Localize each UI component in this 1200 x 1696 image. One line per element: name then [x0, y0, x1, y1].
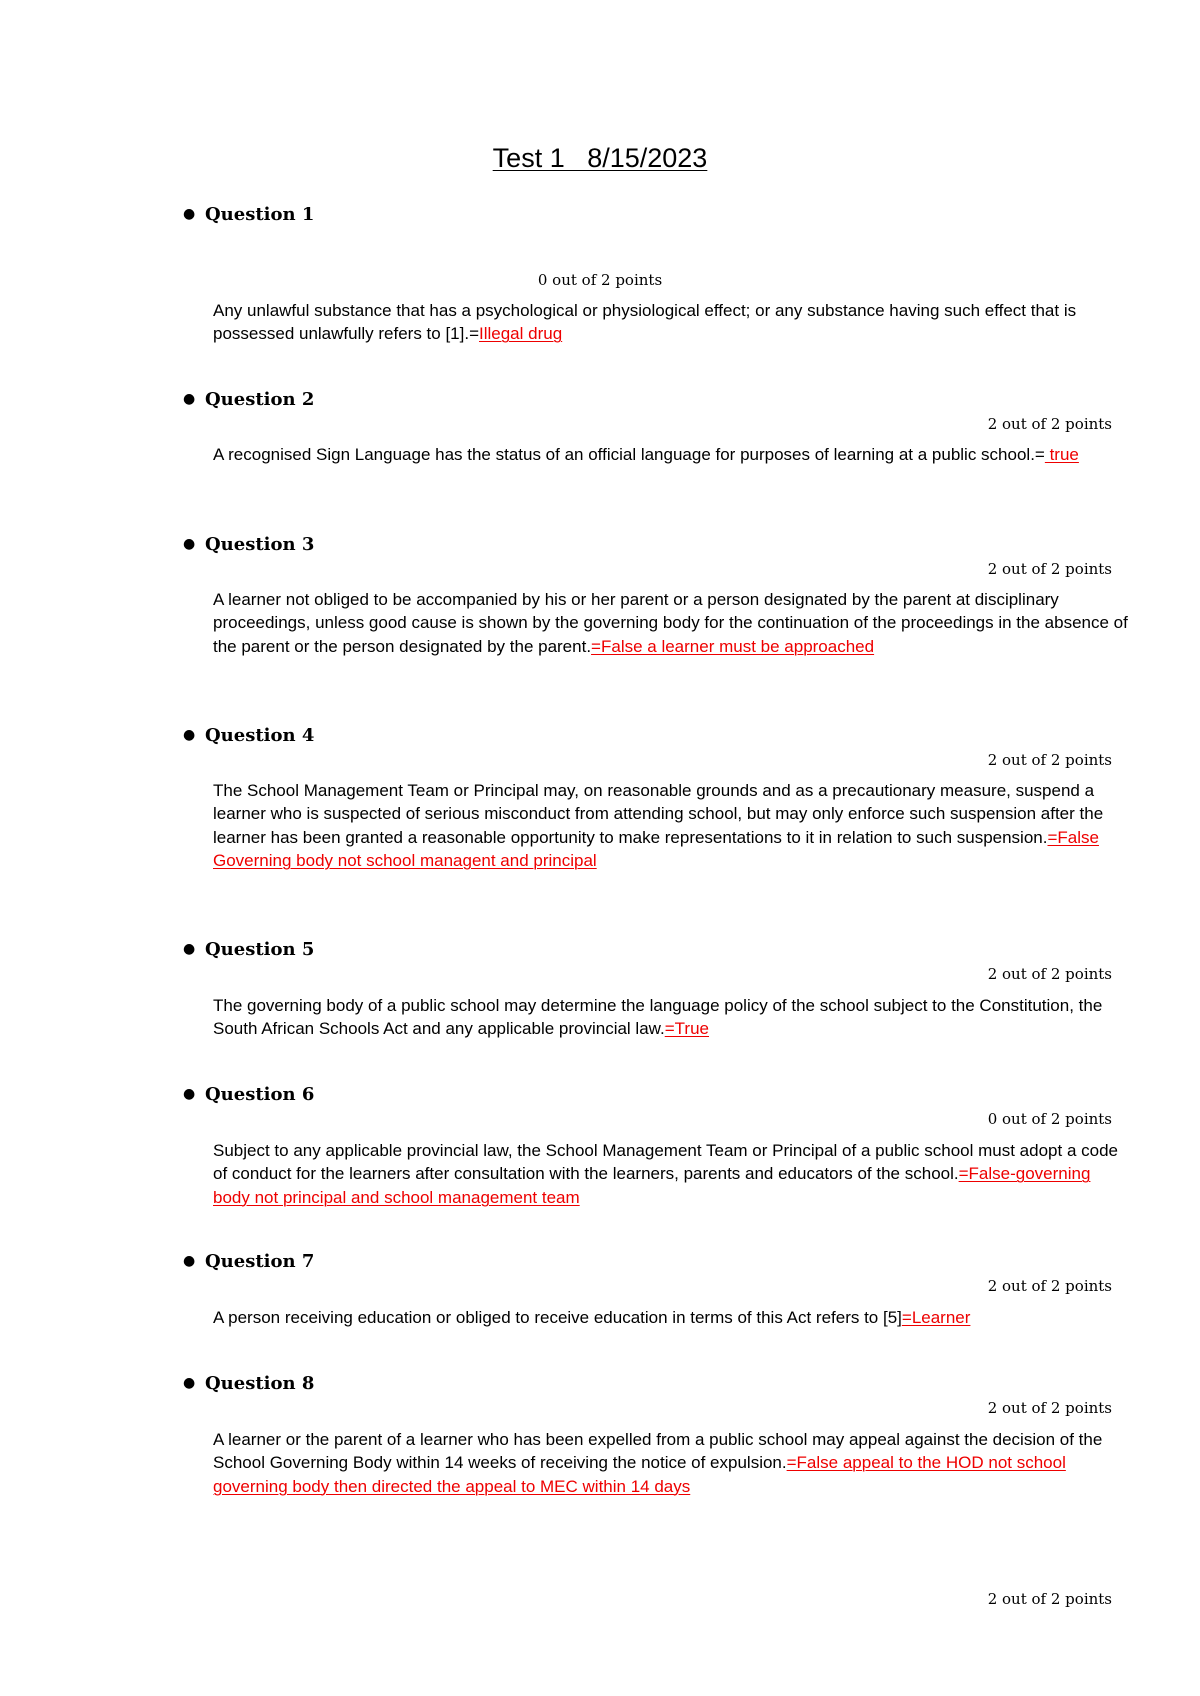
- question-heading-label: Question 8: [205, 1373, 315, 1394]
- page-title-text: Test 1 8/15/2023: [492, 143, 708, 173]
- question-body: Subject to any applicable provincial law, the School Management Team or Principal of a public school must adopt a code of conduct for the learners after consultation with the learners, parents and educators of the school.: [213, 1141, 1118, 1184]
- answer-text: =False-governing body not principal and school management team: [213, 1164, 1091, 1207]
- bullet-icon: ●: [183, 536, 196, 552]
- question-heading: [183, 723, 314, 748]
- page-title: [0, 141, 1200, 175]
- question-heading-label: Question 2: [205, 389, 315, 410]
- question-text: [213, 299, 1128, 346]
- answer-text: Illegal drug: [479, 324, 563, 344]
- question-heading-label: Question 4: [205, 725, 315, 746]
- question-text: [213, 994, 1128, 1041]
- question-score: 2 out of 2 points: [987, 1399, 1112, 1417]
- question-body: The governing body of a public school may determine the language policy of the school subject to the Constitution, the South African Schools Act and any applicable provincial law.: [213, 996, 1103, 1039]
- question-heading: [183, 1371, 314, 1396]
- question-body: Any unlawful substance that has a psychological or physiological effect; or any substance having such effect that is possessed unlawfully refers to [1].=: [213, 301, 1077, 344]
- bullet-icon: ●: [183, 727, 196, 743]
- question-text: [213, 588, 1128, 658]
- question-score: 2 out of 2 points: [987, 415, 1112, 433]
- question-body: A person receiving education or obliged to receive education in terms of this Act refers to [5]: [213, 1308, 902, 1327]
- trailing-score: 2 out of 2 points: [987, 1590, 1112, 1608]
- question-heading-label: Question 6: [205, 1084, 315, 1105]
- answer-text: =False Governing body not school managent and principal: [213, 827, 1099, 870]
- answer-text: true: [1044, 445, 1079, 464]
- question-heading: [183, 1082, 314, 1107]
- question-score: 2 out of 2 points: [987, 1277, 1112, 1295]
- bullet-icon: ●: [183, 391, 196, 407]
- bullet-icon: ●: [183, 941, 196, 957]
- bullet-icon: ●: [183, 1086, 196, 1102]
- question-score: 0 out of 2 points: [987, 1110, 1112, 1128]
- bullet-icon: ●: [183, 1375, 196, 1391]
- question-score: 2 out of 2 points: [987, 560, 1112, 578]
- question-heading-label: Question 7: [205, 1251, 315, 1272]
- question-body: A learner or the parent of a learner who has been expelled from a public school may appeal against the decision of the School Governing Body within 14 weeks of receiving the notice of expulsion.: [213, 1430, 1103, 1473]
- question-score: 2 out of 2 points: [987, 751, 1112, 769]
- question-score: 0 out of 2 points: [537, 271, 663, 289]
- bullet-icon: ●: [183, 206, 196, 222]
- question-text: [213, 1306, 1128, 1329]
- question-text: [213, 1428, 1128, 1498]
- question-heading: [183, 387, 314, 412]
- answer-text: =True: [664, 1019, 709, 1039]
- question-body: A recognised Sign Language has the status of an official language for purposes of learning at a public school.=: [213, 445, 1045, 464]
- question-heading: [183, 532, 314, 557]
- question-text: [213, 779, 1128, 872]
- question-heading: [183, 1249, 314, 1274]
- question-score: 2 out of 2 points: [987, 965, 1112, 983]
- question-body: The School Management Team or Principal may, on reasonable grounds and as a precautionary measure, suspend a learner who is suspected of serious misconduct from attending school, but may only enforce such suspension after the learner has been granted a reasonable opportunity to make representations to it in relation to such suspension.: [213, 781, 1104, 847]
- answer-text: =False a learner must be approached: [591, 636, 875, 656]
- question-body: A learner not obliged to be accompanied by his or her parent or a person designated by the parent at disciplinary proceedings, unless good cause is shown by the governing body for the continuation of the proceedings in the absence of the parent or the person designated by the parent.: [213, 590, 1128, 656]
- question-text: [213, 443, 1128, 466]
- bullet-icon: ●: [183, 1253, 196, 1269]
- question-heading-label: Question 3: [205, 534, 315, 555]
- answer-text: =Learner: [901, 1308, 971, 1327]
- answer-text: =False appeal to the HOD not school governing body then directed the appeal to MEC within 14 days: [213, 1453, 1066, 1496]
- question-heading-label: Question 1: [205, 204, 315, 225]
- question-heading: [183, 202, 314, 227]
- question-heading: [183, 937, 314, 962]
- question-text: [213, 1139, 1128, 1209]
- question-heading-label: Question 5: [205, 939, 315, 960]
